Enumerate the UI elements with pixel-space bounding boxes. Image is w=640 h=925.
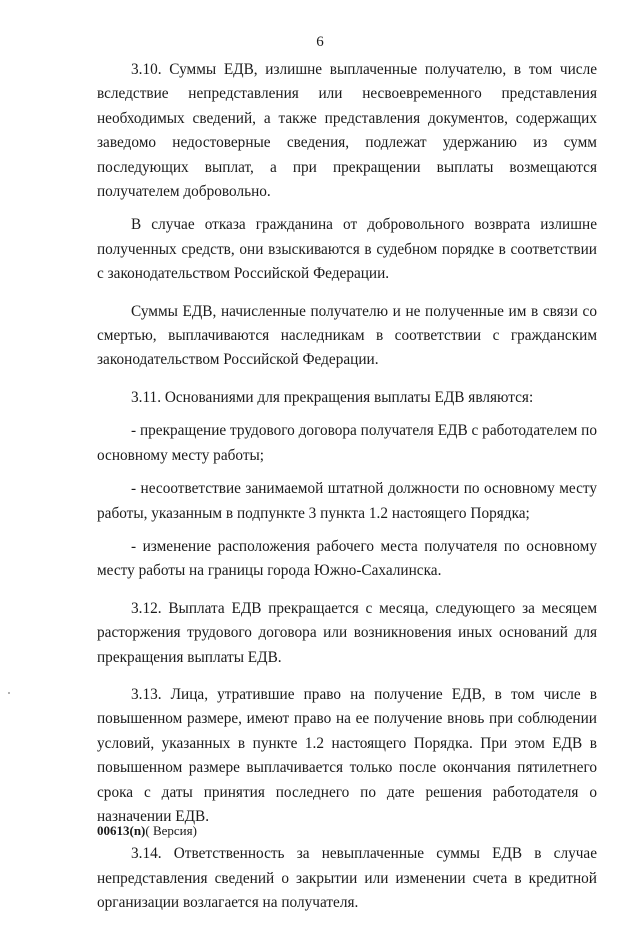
- list-item-termination: - прекращение трудового договора получателя ЕДВ с работодателем по основному месту работы;: [97, 422, 597, 464]
- page-number: 6: [316, 34, 324, 50]
- paragraph-3-14: 3.14. Ответственность за невыплаченные суммы ЕДВ в случае непредставления сведений о закрытии или изменении счета в кредитной организации возлагается на получателя.: [97, 845, 597, 912]
- paragraph-3-12: 3.12. Выплата ЕДВ прекращается с месяца, следующего за месяцем расторжения трудового договора или возникновения иных оснований для прекращения выплаты ЕДВ.: [97, 599, 597, 666]
- paragraph-3-10: 3.10. Суммы ЕДВ, излишне выплаченные получателю, в том числе вследствие непредставления или несвоевременного представления необходимых сведений, а также представления документов, содержащих заведомо недостоверные сведения, подлежат удержанию из сумм последующих выплат, а при прекращении выплаты возмещаются получателем добровольно.: [97, 61, 597, 201]
- list-item-relocation: - изменение расположения рабочего места получателя по основному месту работы на границы города Южно-Сахалинска.: [97, 537, 597, 580]
- paragraph-inheritance: Суммы ЕДВ, начисленные получателю и не полученные им в связи со смертью, выплачиваются наследникам в соответствии с гражданским законодательством Российской Федерации.: [97, 302, 597, 369]
- footer-code: 00613(n): [97, 823, 146, 838]
- paragraph-3-13: 3.13. Лица, утратившие право на получение ЕДВ, в том числе в повышенном размере, имеют право на ее получение вновь при соблюдении условий, указанных в пункте 1.2 настоящего Порядка. При этом ЕДВ в повышенном размере выплачивается только после окончания пятилетнего срока с даты принятия последнего по дате решения работодателя о назначении ЕДВ.: [97, 685, 597, 825]
- footer-label: ( Версия): [145, 823, 197, 838]
- mark-dot: [8, 692, 10, 694]
- paragraph-refusal: В случае отказа гражданина от добровольного возврата излишне полученных средств, они взыскиваются в судебном порядке в соответствии с законодательством Российской Федерации.: [97, 216, 597, 283]
- footer: [97, 823, 197, 839]
- paragraph-3-11: 3.11. Основаниями для прекращения выплаты ЕДВ являются:: [131, 388, 534, 406]
- document-body: [97, 58, 597, 925]
- list-item-mismatch: - несоответствие занимаемой штатной должности по основному месту работы, указанным в подпункте 3 пункта 1.2 настоящего Порядка;: [97, 480, 597, 522]
